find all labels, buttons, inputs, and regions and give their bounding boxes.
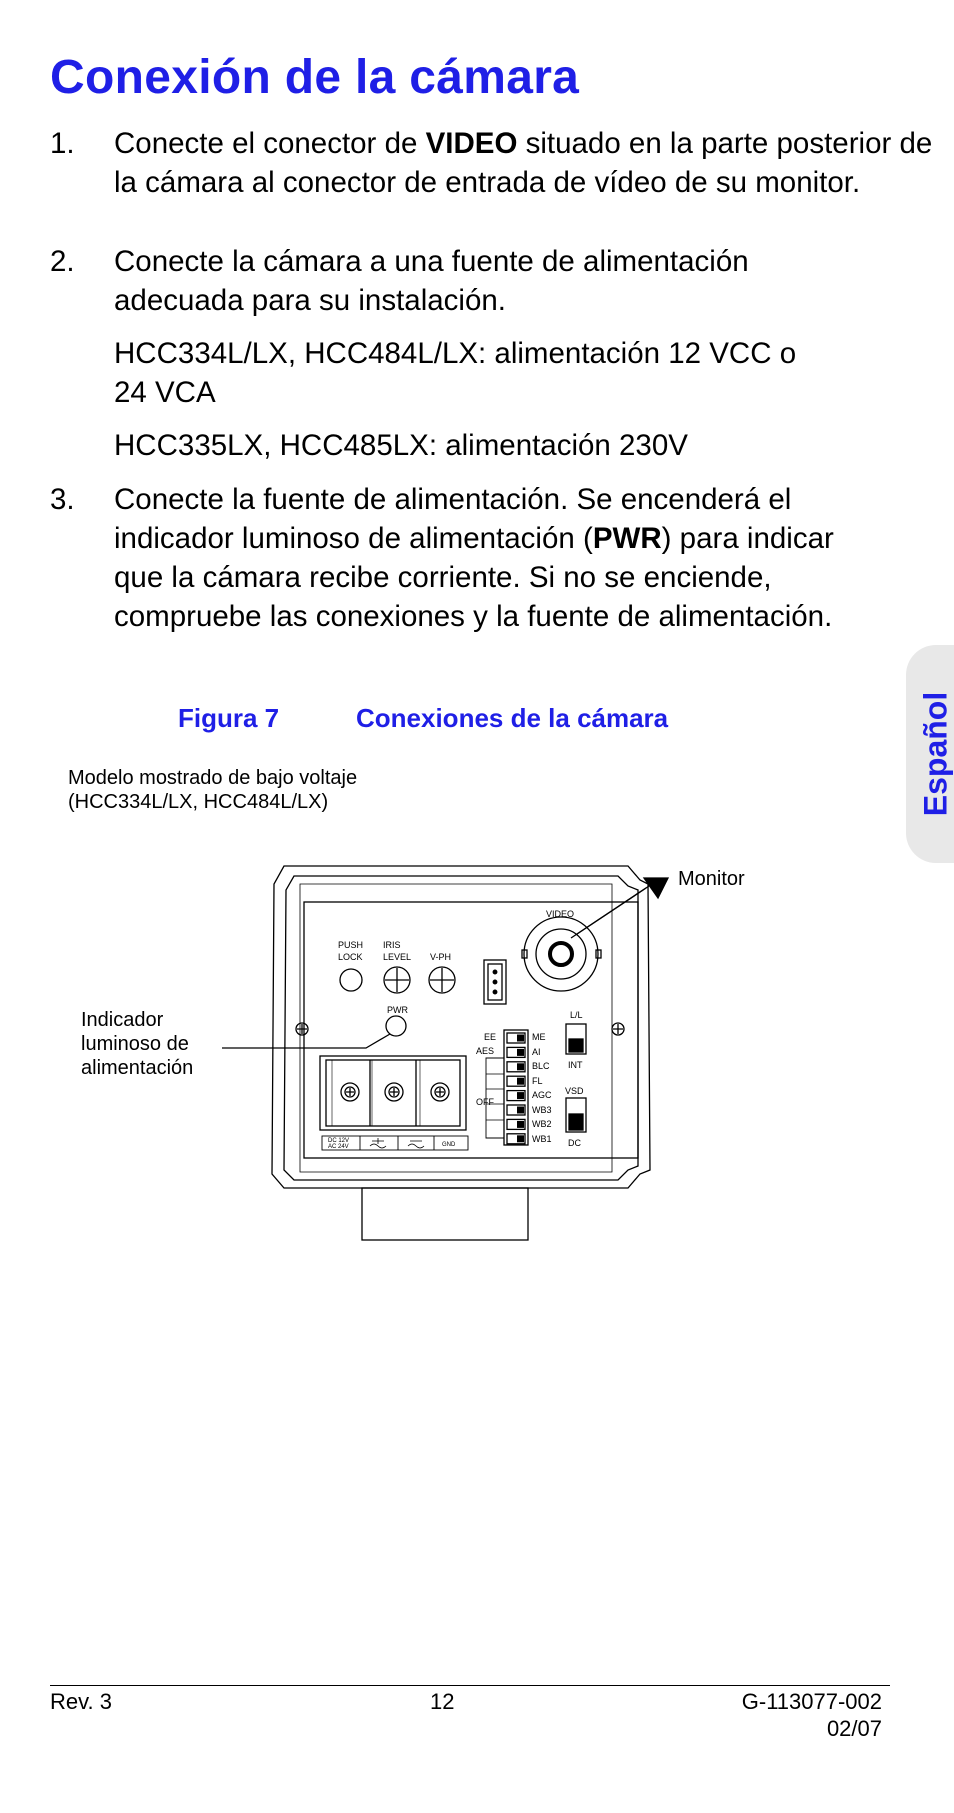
- ll-label: L/L: [570, 1010, 583, 1020]
- power-note-high-voltage: HCC335LX, HCC485LX: alimentación 230V: [114, 429, 688, 462]
- dc-label: DC: [568, 1138, 581, 1148]
- ac-plus-symbol: [370, 1138, 386, 1148]
- terminal-screw-icon: [385, 1083, 403, 1101]
- pwr-term: PWR: [592, 522, 662, 555]
- dip-switch-knob: [517, 1092, 524, 1099]
- side-screw-icon: [296, 1023, 308, 1035]
- video-term: VIDEO: [425, 127, 518, 160]
- terminal-dc-label: DC 12V: [328, 1138, 350, 1144]
- terminal-screw-icon: [341, 1083, 359, 1101]
- dip-switch-knob: [517, 1049, 524, 1056]
- dip-switch: [507, 1091, 525, 1101]
- camera-housing: [272, 866, 650, 1240]
- pwr-label: PWR: [387, 1005, 408, 1015]
- terminal-ac-label: AC 24V: [328, 1144, 349, 1150]
- dip-switch-knob: [517, 1078, 524, 1085]
- pwr-indicator-led: [386, 1016, 406, 1036]
- footer-divider: [50, 1685, 890, 1686]
- vsd-label: VSD: [565, 1086, 584, 1096]
- dip-switch-knob: [517, 1107, 524, 1114]
- power-note-low-voltage: HCC334L/LX, HCC484L/LX: alimentación 12 VCC o 24 VCA: [114, 337, 797, 409]
- step-number: 1.: [50, 127, 75, 160]
- step-text: Conecte la fuente de alimentación. Se encenderá el indicador luminoso de alimentación (PWR) para indicar que la cámara recibe corriente. Si no se enciende, compruebe las conexiones y la fuente de alimentación.: [114, 483, 834, 633]
- switch-label: ME: [532, 1032, 546, 1042]
- push-label: PUSH: [338, 940, 364, 950]
- dip-switch-knob: [517, 1035, 524, 1042]
- power-terminal-block: [320, 1056, 468, 1150]
- aes-label: AES: [476, 1046, 495, 1056]
- dip-switch: [507, 1076, 525, 1086]
- terminal-gnd-label: GND: [442, 1142, 456, 1148]
- iris-label: IRIS: [383, 940, 401, 950]
- aux-connector-icon: [484, 960, 506, 1004]
- vph-label: V-PH: [430, 952, 452, 962]
- monitor-pointer: [571, 878, 668, 938]
- video-bnc-connector: [522, 917, 601, 991]
- figure-caption: Conexiones de la cámara: [356, 703, 669, 733]
- step-text: Conecte el conector de VIDEO situado en la parte posterior de la cámara al conector de entrada de vídeo de su monitor.: [114, 127, 933, 199]
- push-lock-knob: [340, 969, 362, 991]
- footer-page-number: 12: [430, 1689, 455, 1714]
- step-text: Conecte la cámara a una fuente de alimentación adecuada para su instalación.: [114, 245, 749, 317]
- indicator-label: Indicador luminoso de alimentación: [81, 1009, 194, 1079]
- dip-switch-knob: [517, 1135, 524, 1142]
- language-tab-label: Español: [917, 691, 954, 817]
- page-title: Conexión de la cámara: [50, 51, 580, 104]
- ac-minus-symbol: [408, 1141, 424, 1148]
- footer-doc-number: G-113077-002: [741, 1689, 882, 1714]
- switch-label: WB1: [532, 1134, 552, 1144]
- switch-label: AGC: [532, 1090, 552, 1100]
- indicator-pointer: [222, 1034, 390, 1048]
- switch-label: AI: [532, 1047, 541, 1057]
- dip-switch: [507, 1047, 525, 1057]
- dip-switch: [507, 1134, 525, 1144]
- language-tab[interactable]: [906, 645, 954, 863]
- vph-knob: [429, 967, 455, 993]
- switch-label: WB2: [532, 1119, 552, 1129]
- switch-label: FL: [532, 1076, 543, 1086]
- switch-label: WB3: [532, 1105, 552, 1115]
- dip-switch-bank: [486, 1030, 528, 1145]
- figure-number: Figura 7: [178, 703, 280, 733]
- terminal-screw-icon: [431, 1083, 449, 1101]
- side-screw-icon: [612, 1023, 624, 1035]
- dip-switch-knob: [517, 1121, 524, 1128]
- video-label: VIDEO: [546, 909, 575, 919]
- dip-switches: [507, 1033, 525, 1144]
- lock-label: LOCK: [338, 952, 363, 962]
- dip-switch: [507, 1033, 525, 1043]
- int-label: INT: [568, 1060, 583, 1070]
- ee-label: EE: [484, 1032, 497, 1042]
- off-label: OFF: [476, 1097, 494, 1107]
- dip-switch: [507, 1062, 525, 1072]
- vsd-dc-switch: [566, 1098, 586, 1132]
- ll-int-switch: [566, 1024, 586, 1054]
- footer-date: 02/07: [826, 1716, 882, 1741]
- step-number: 2.: [50, 245, 75, 278]
- dip-switch-knob: [517, 1063, 524, 1070]
- footer-revision: Rev. 3: [50, 1689, 112, 1714]
- monitor-label: Monitor: [678, 868, 745, 890]
- dip-switch: [507, 1119, 525, 1129]
- dip-switch: [507, 1105, 525, 1115]
- switch-label: BLC: [532, 1061, 550, 1071]
- level-label: LEVEL: [383, 952, 412, 962]
- iris-level-knob: [384, 967, 410, 993]
- figure-note: Modelo mostrado de bajo voltaje (HCC334L/LX, HCC484L/LX): [68, 767, 358, 813]
- step-number: 3.: [50, 483, 75, 516]
